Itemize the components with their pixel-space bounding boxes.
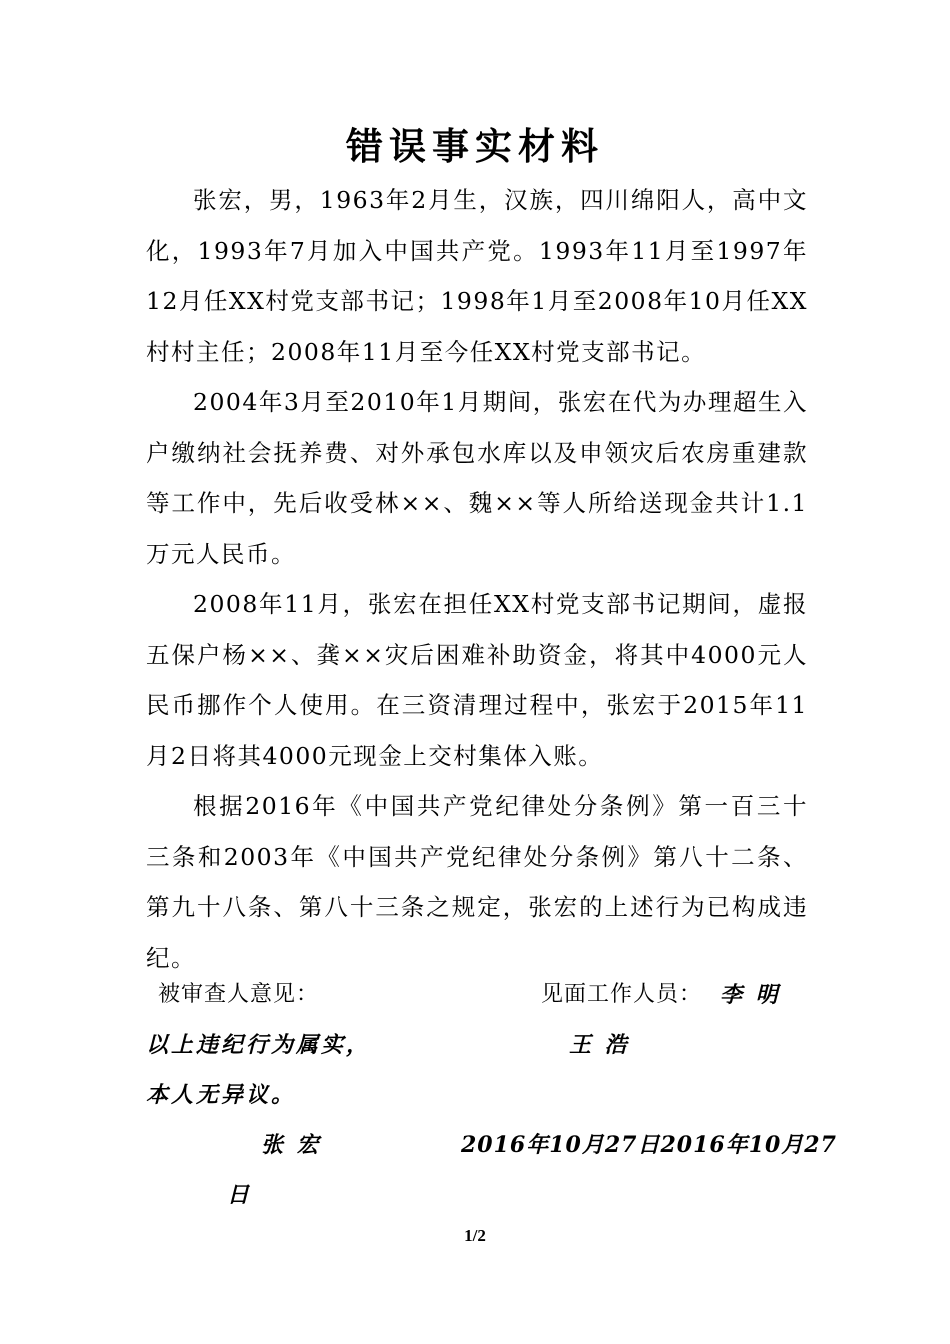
signature-date-tail: 日 [227,1182,253,1208]
paragraph-misappropriation: 2008年11月，张宏在担任XX村党支部书记期间，虚报五保户杨××、龚××灾后困难补助资金，将其中4000元人民币挪作个人使用。在三资清理过程中，张宏于2015年11月2日将其4000元现金上交村集体入账。 [146,590,808,770]
opinion-line-2: 本人无异议。 [146,1082,297,1108]
opinion-line-1: 以上违纪行为属实， [146,1032,372,1058]
paragraph-biography: 张宏，男，1963年2月生，汉族，四川绵阳人，高中文化，1993年7月加入中国共产党。1993年11月至1997年12月任XX村党支部书记；1998年1月至2008年10月任XX村村主任；2008年11月至今任XX村党支部书记。 [146,186,808,366]
document-title: 错误事实材料 [346,125,604,168]
reviewee-signature: 张 宏 [261,1132,322,1158]
staff-name-2: 王 浩 [569,1032,630,1058]
document-body [146,175,808,983]
signature-dates: 2016年10月27日2016年10月27 [461,1132,837,1158]
reviewee-opinion-label: 被审查人意见： [158,982,320,1007]
paragraph-bribery: 2004年3月至2010年1月期间，张宏在代为办理超生入户缴纳社会抚养费、对外承包水库以及申领灾后农房重建款等工作中，先后收受林××、魏××等人所给送现金共计1.1万元人民币。 [146,388,808,568]
staff-name-1: 李 明 [720,982,781,1008]
page-number: 1/2 [464,1226,486,1245]
staff-label: 见面工作人员： [541,982,703,1007]
paragraph-conclusion: 根据2016年《中国共产党纪律处分条例》第一百三十三条和2003年《中国共产党纪律处分条例》第八十二条、第九十八条、第八十三条之规定，张宏的上述行为已构成违纪。 [146,792,808,972]
